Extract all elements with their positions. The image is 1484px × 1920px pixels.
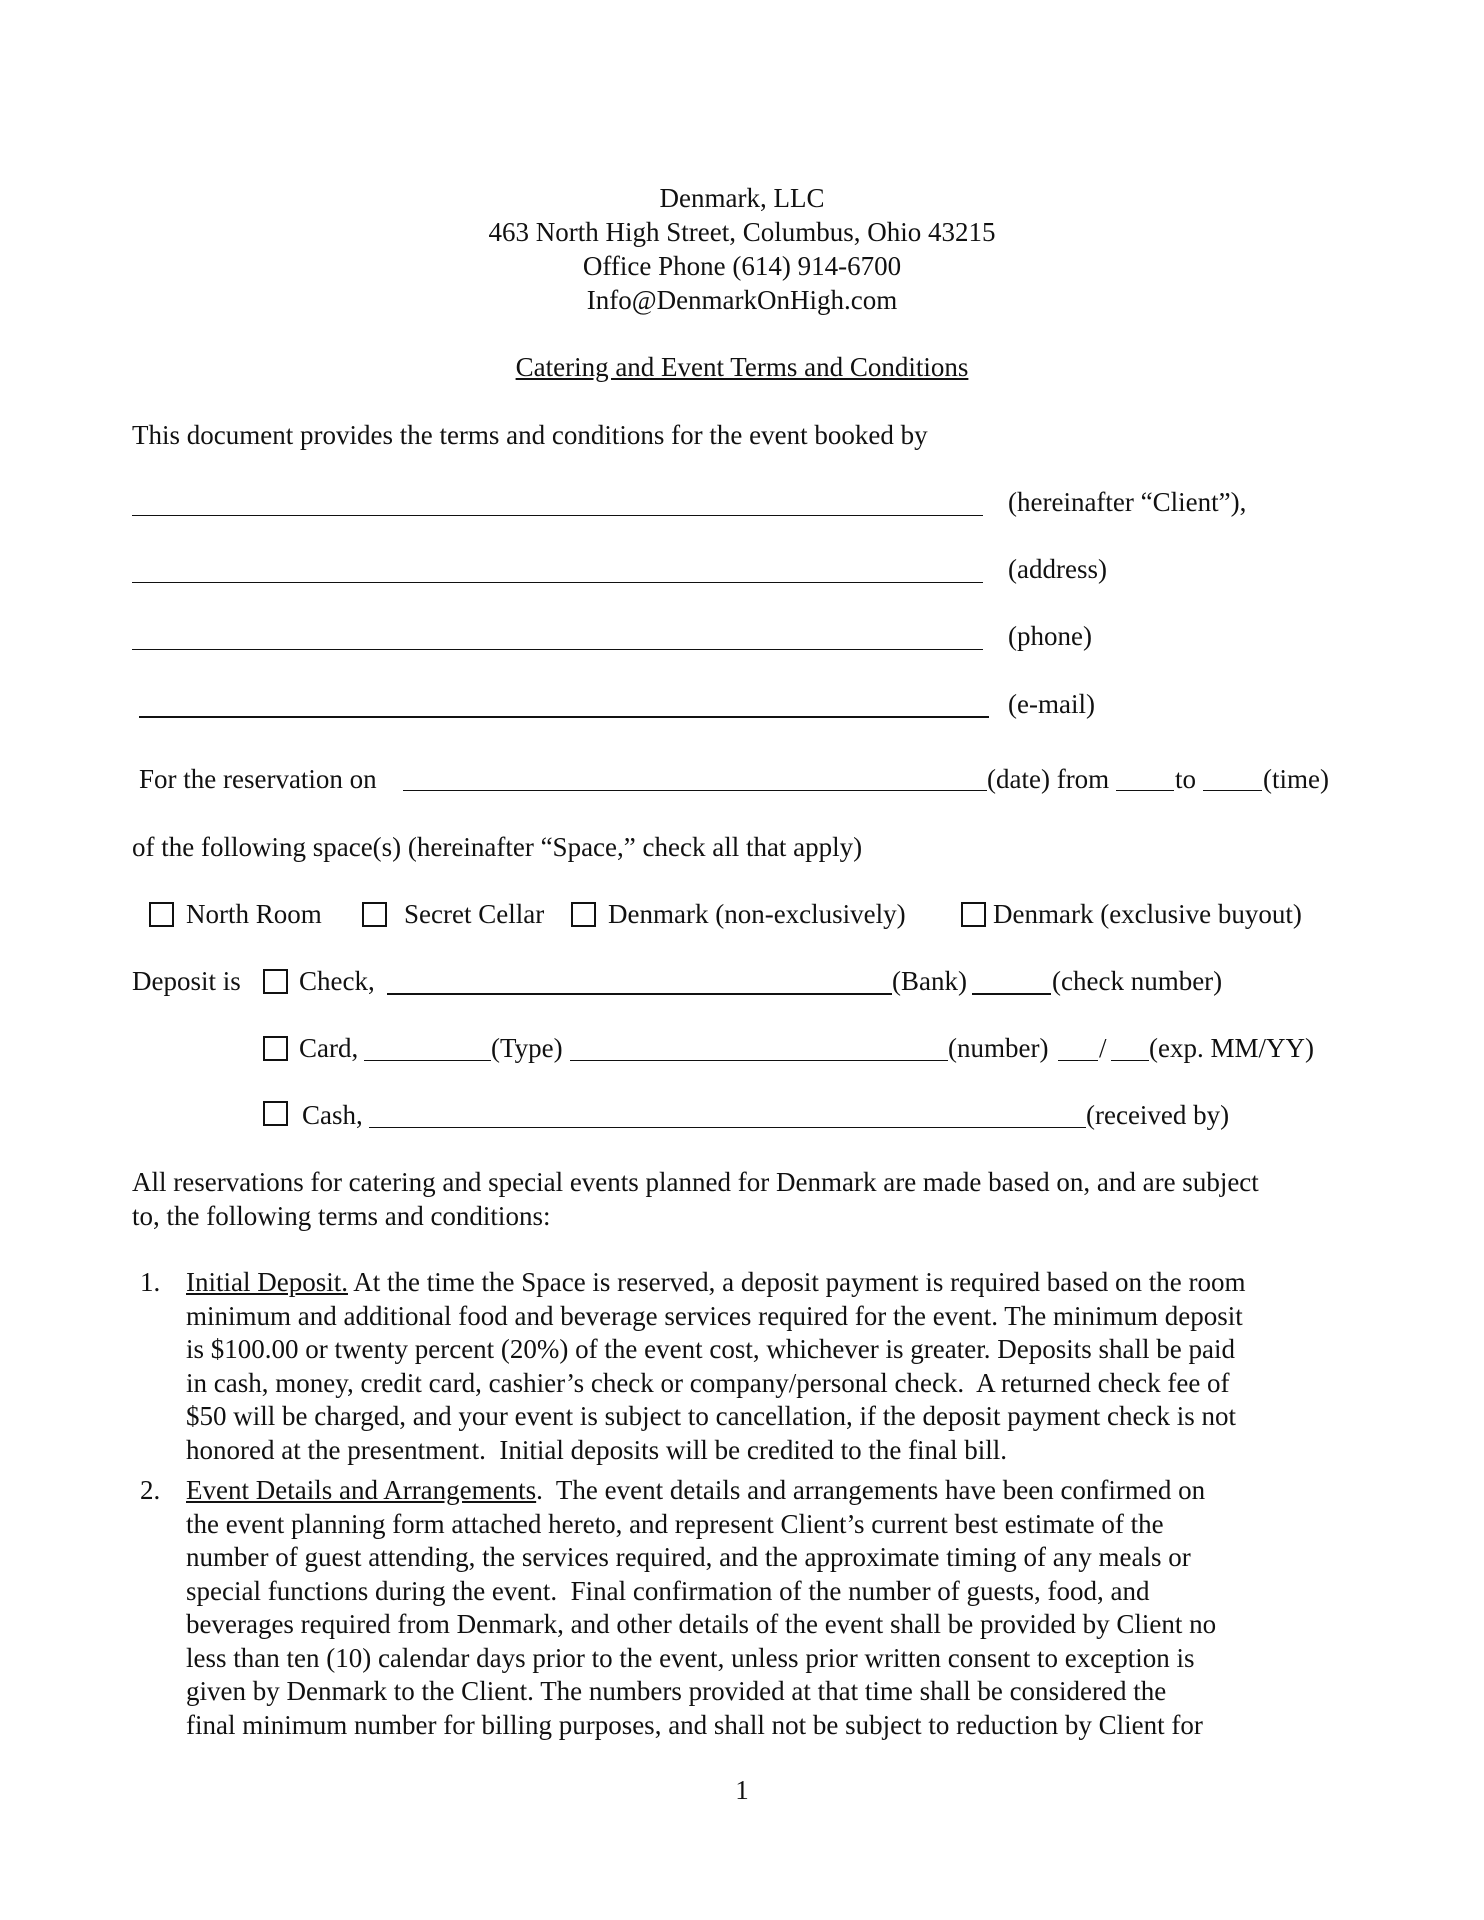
client-name-line[interactable]: [132, 515, 983, 516]
term-1-line: minimum and additional food and beverage services required for the event. The minimum deposit: [186, 1300, 1243, 1331]
checkbox-denmark-nonexclusive[interactable]: [571, 902, 596, 927]
time-label: (time): [1263, 764, 1329, 794]
exp-slash: /: [1099, 1033, 1107, 1063]
term-2-line: number of guest attending, the services required, and the approximate timing of any meals or: [186, 1542, 1191, 1572]
cash-label: Cash,: [302, 1100, 363, 1130]
to-label: to: [1175, 764, 1197, 794]
company-name: Denmark, LLC: [659, 183, 825, 213]
exp-label: (exp. MM/YY): [1149, 1033, 1314, 1063]
client-email-line[interactable]: [139, 716, 989, 718]
client-label: (hereinafter “Client”),: [1008, 487, 1247, 517]
checkbox-card[interactable]: [263, 1036, 288, 1061]
company-address: 463 North High Street, Columbus, Ohio 43215: [488, 217, 996, 247]
checkbox-north-room[interactable]: [149, 902, 174, 927]
term-2-line: final minimum number for billing purposes, and shall not be subject to reduction by Client for: [186, 1709, 1203, 1740]
term-2-number: 2.: [140, 1475, 161, 1505]
exp-month-line[interactable]: [1058, 1060, 1098, 1061]
terms-intro-line-2: to, the following terms and conditions:: [132, 1201, 551, 1231]
option-denmark-exclusive: Denmark (exclusive buyout): [993, 899, 1302, 929]
check-label: Check,: [299, 966, 375, 996]
intro-text: This document provides the terms and conditions for the event booked by: [132, 420, 928, 450]
exp-year-line[interactable]: [1111, 1060, 1149, 1061]
term-1-line: Initial Deposit. At the time the Space is reserved, a deposit payment is required based on the room: [186, 1267, 1246, 1297]
document-title: Catering and Event Terms and Conditions: [515, 352, 969, 382]
address-label: (address): [1008, 554, 1107, 584]
space-intro: of the following space(s) (hereinafter “Space,” check all that apply): [132, 832, 863, 862]
checkbox-check[interactable]: [263, 969, 288, 994]
check-number-line[interactable]: [972, 993, 1051, 995]
company-phone: Office Phone (614) 914-6700: [582, 251, 902, 281]
term-2-body: [186, 1474, 1366, 1742]
bank-label: (Bank): [892, 966, 967, 996]
received-by-label: (received by): [1086, 1100, 1230, 1130]
term-1-number: 1.: [140, 1267, 161, 1297]
card-type-line[interactable]: [364, 1060, 491, 1061]
card-number-label: (number): [948, 1033, 1049, 1063]
term-2-line: less than ten (10) calendar days prior to the event, unless prior written consent to exception is: [186, 1642, 1195, 1673]
term-2-line: special functions during the event. Final confirmation of the number of guests, food, and: [186, 1575, 1150, 1606]
term-1-line: honored at the presentment. Initial deposits will be credited to the final bill.: [186, 1434, 1008, 1465]
deposit-label: Deposit is: [132, 966, 241, 996]
reservation-date-line[interactable]: [403, 790, 987, 791]
option-north-room: North Room: [186, 899, 322, 929]
term-1-body: [186, 1266, 1366, 1467]
card-type-label: (Type): [491, 1033, 563, 1063]
bank-line[interactable]: [387, 993, 892, 995]
term-1-title: Initial Deposit.: [186, 1267, 348, 1297]
checkbox-secret-cellar[interactable]: [362, 902, 387, 927]
term-2-line: the event planning form attached hereto, and represent Client’s current best estimate of the: [186, 1508, 1164, 1539]
client-phone-line[interactable]: [132, 649, 983, 650]
document-title-wrap: [0, 351, 1484, 384]
option-secret-cellar: Secret Cellar: [404, 899, 545, 929]
check-number-label: (check number): [1052, 966, 1223, 996]
checkbox-cash[interactable]: [263, 1101, 288, 1126]
date-from-label: (date) from: [987, 764, 1110, 794]
received-by-line[interactable]: [369, 1127, 1086, 1128]
time-to-line[interactable]: [1203, 790, 1262, 791]
card-label: Card,: [299, 1033, 359, 1063]
email-label: (e-mail): [1008, 689, 1095, 719]
checkbox-denmark-exclusive[interactable]: [961, 902, 986, 927]
phone-label: (phone): [1008, 621, 1092, 651]
company-email: Info@DenmarkOnHigh.com: [586, 285, 898, 315]
term-2-line: given by Denmark to the Client. The numbers provided at that time shall be considered the: [186, 1676, 1167, 1706]
card-number-line[interactable]: [570, 1060, 948, 1061]
term-1-line: $50 will be charged, and your event is subject to cancellation, if the deposit payment check is not: [186, 1401, 1236, 1431]
term-1-line: in cash, money, credit card, cashier’s check or company/personal check. A returned check fee of: [186, 1367, 1230, 1398]
terms-intro-line-1: All reservations for catering and special events planned for Denmark are made based on, and are subject: [132, 1167, 1259, 1197]
time-from-line[interactable]: [1116, 790, 1174, 791]
page-number: 1: [735, 1775, 749, 1805]
reservation-prefix: For the reservation on: [139, 764, 377, 794]
client-address-line[interactable]: [132, 582, 983, 583]
term-1-line: is $100.00 or twenty percent (20%) of the event cost, whichever is greater. Deposits shall be paid: [186, 1334, 1235, 1364]
term-2-title: Event Details and Arrangements: [186, 1475, 537, 1505]
option-denmark-nonexclusive: Denmark (non-exclusively): [608, 899, 906, 929]
term-2-line: Event Details and Arrangements. The event details and arrangements have been confirmed on: [186, 1475, 1206, 1505]
term-2-line: beverages required from Denmark, and other details of the event shall be provided by Client no: [186, 1609, 1217, 1639]
